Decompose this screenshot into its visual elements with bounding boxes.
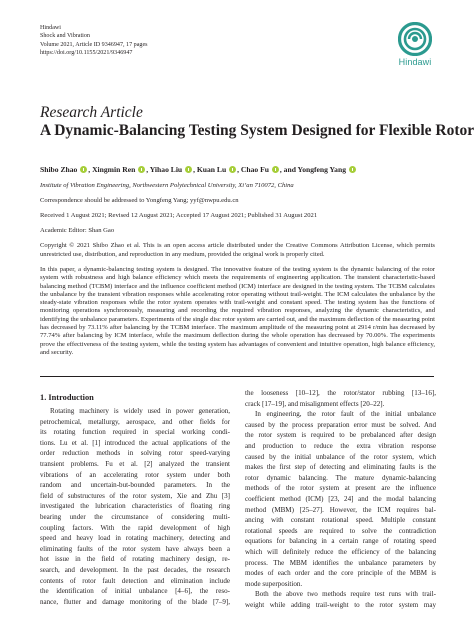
text-line: process. The MBM identifies the unbalance parameters by [245, 558, 436, 567]
text-line: hot issue in the field of rotating machinery design, re- [40, 555, 230, 564]
affiliation: Institute of Vibration Engineering, Northwestern Polytechnical University, Xi’an 710072, China [40, 182, 294, 189]
text-line: coupling factors. With the rapid development of high [40, 523, 230, 532]
section-heading-introduction: 1. Introduction [40, 393, 94, 402]
text-line: the looseness [10–12], the rotor/stator rubbing [13–16], [245, 389, 436, 397]
doi-link[interactable]: https://doi.org/10.1155/2021/9346947 [40, 49, 133, 56]
text-line: eliminating faults of the rotor system have always been a [40, 544, 230, 553]
article-dates: Received 1 August 2021; Revised 12 August 2021; Accepted 17 August 2021; Published 31 August 2021 [40, 212, 318, 219]
text-line: vibrations of an accelerating rotor system under both [40, 470, 230, 479]
author-name: Shibo Zhao [40, 165, 80, 174]
author-separator: , [237, 165, 241, 174]
author-list [40, 165, 357, 174]
text-line: rotor dynamic balancing. The mature dynamic-balancing [245, 473, 436, 482]
text-line: caused by the process preparation error must be solved. And [245, 420, 436, 429]
text-line: transient problems. Fu et al. [2] analyzed the transient [40, 459, 230, 468]
author-name: Chao Fu [240, 165, 271, 174]
journal-meta [40, 24, 148, 57]
article-title: A Dynamic-Balancing Testing System Designed for Flexible Rotor [40, 122, 474, 139]
text-line: Both the above two methods require test runs with trail- [255, 590, 436, 599]
orcid-icon[interactable] [138, 166, 145, 173]
text-line: mode superposition. [245, 579, 303, 588]
abstract: In this paper, a dynamic-balancing testing system is designed. The innovative feature of the testing system is the dynamic balancing of the rotor system with robustness and high balance efficiency which meets the requirements of engineering application. The transient characteristic-based balancing method (TCBM) interface and the influence coefficient method (ICM) interface are designed in the testing system. The TCBM calculates the unbalance by the transient vibration responses while accelerating rotor operating without trail-weight. The ICM calculates the unbalance by the steady-state vibration responses while the rotor system operates with trail-weight and constant speed. The testing system has the functions of monitoring operations synchronously, measuring and recording the required vibration responses, analyzing the dynamic characteristics, and identifying the unbalance parameters. Experiments of the single disc rotor system are carried out, and the maximum deflection of the measuring point has decreased by 73.11% after balancing by the TCBM interface. The maximum amplitude of the measuring point at 2914 r/min has decreased by 77.74% after balancing by ICM interface, while the maximum deflection during the whole operation has decreased by 70.00%. The experiments prove the effectiveness of the testing system, while the testing system has advantages of convenient and intuitive operation, high balance efficiency, and security. [40, 266, 435, 356]
text-line: which will definitely reduce the efficiency of the balancing [245, 547, 436, 556]
text-line: crack [17–19], and misalignment effects [20–22]. [245, 399, 385, 408]
text-line: the rotor system is required to be prebalanced after design [245, 431, 436, 440]
hindawi-logo [392, 22, 438, 67]
author-separator: , and [279, 165, 298, 174]
text-line: and production to reduce the extra vibration response [245, 441, 436, 450]
orcid-icon[interactable] [229, 166, 236, 173]
section-divider [40, 376, 434, 377]
orcid-icon[interactable] [185, 166, 192, 173]
text-line: nance, flutter and damage monitoring of the blade [7–9], [40, 597, 230, 606]
text-line: coefficient method (ICM) [23, 24] and the modal balancing [245, 494, 436, 503]
text-line: tions. Lu et al. [1] introduced the actual applications of the [40, 438, 230, 447]
hindawi-logo-icon [398, 22, 432, 56]
orcid-icon[interactable] [272, 166, 279, 173]
journal-name: Shock and Vibration [40, 33, 90, 40]
text-line: ancing with constant rotational speed. Multiple constant [245, 516, 436, 525]
academic-editor: Academic Editor: Shan Gao [40, 227, 115, 234]
author-separator: , [193, 165, 197, 174]
author-name: Xingmin Ren [92, 165, 138, 174]
text-line: field of substructures of the rotor system, Xie and Zhu [3] [40, 491, 230, 500]
text-line: method (MBM) [25–27]. However, the ICM requires bal- [245, 505, 436, 514]
author-name: Yongfeng Yang [297, 165, 348, 174]
left-column [40, 406, 230, 607]
text-line: investigated the lubrication characteristics of floating ring [40, 502, 230, 511]
text-line: search, and development. In the past decades, the research [40, 565, 230, 574]
text-line: petrochemical, metallurgy, aerospace, and other fields for [40, 417, 230, 426]
publisher-name: Hindawi [40, 25, 61, 31]
text-line: order reduction methods in solving rotor speed-varying [40, 449, 230, 458]
text-line: In engineering, the rotor fault of the initial unbalance [255, 410, 436, 419]
text-line: rotational speeds are required to solve the contradiction [245, 526, 436, 535]
text-line: random and uncertain-but-bounded parameters. In the [40, 481, 230, 490]
author-separator: , [88, 165, 93, 174]
text-line: contents of rotor fault detection and elimination include [40, 576, 230, 585]
text-line: Rotating machinery is widely used in power generation, [50, 407, 230, 415]
text-line: its rotating function required in special working condi- [40, 428, 230, 437]
correspondence: Correspondence should be addressed to Yongfeng Yang; yyf@nwpu.edu.cn [40, 197, 239, 204]
author-separator: , [146, 165, 150, 174]
copyright-notice: Copyright © 2021 Shibo Zhao et al. This is an open access article distributed under the Creative Commons Attribution License, which permits unrestricted use, distribution, and reproduction in any medium, provided the original work is properly cited. [40, 242, 435, 258]
orcid-icon[interactable] [80, 166, 87, 173]
text-line: the identification of initial unbalance [4–6], the reso- [40, 587, 230, 596]
article-type: Research Article [40, 104, 143, 121]
hindawi-logo-text: Hindawi [398, 57, 432, 67]
text-line: equations for balancing in a certain range of rotating speed [245, 537, 436, 546]
author-name: Kuan Lu [196, 165, 229, 174]
text-line: speed and heavy load in rotating machinery, detecting and [40, 534, 230, 543]
text-line: bearing under the circumstance of considering multi- [40, 512, 230, 521]
orcid-icon[interactable] [349, 166, 356, 173]
right-column [245, 388, 436, 610]
text-line: methods of the rotor system at present are the influence [245, 484, 436, 493]
text-line: modes of each order and the core principle of the MBM is [245, 569, 436, 578]
author-name: Yihao Liu [149, 165, 185, 174]
text-line: caused by the initial unbalance of the rotor system, which [245, 452, 436, 461]
text-line: weight while adding trail-weight to the rotor system may [245, 600, 436, 609]
volume-line: Volume 2021, Article ID 9346947, 17 pages [40, 41, 148, 48]
text-line: makes the first step of detecting and eliminating faults is the [245, 463, 436, 472]
